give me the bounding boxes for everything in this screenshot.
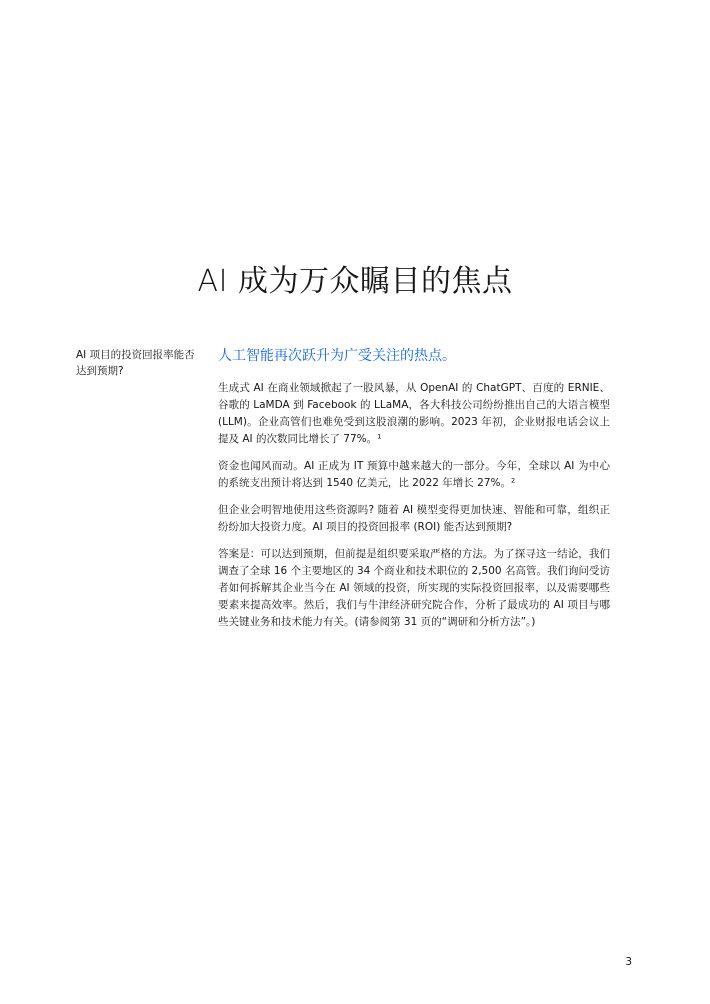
paragraph-2: 资金也闻风而动。AI 正成为 IT 预算中越来越大的一部分。今年，全球以 AI 为中心的系统支出预计将达到 1540 亿美元，比 2022 年增长 27%。² [218,460,610,489]
page-number: 3 [625,956,632,968]
lead-heading: 人工智能再次跃升为广受关注的热点。 [218,348,456,364]
sidebar-question: AI 项目的投资回报率能否达到预期? [76,349,195,377]
page-title: AI 成为万众瞩目的焦点 [197,264,513,300]
paragraph-3: 但企业会明智地使用这些资源吗? 随着 AI 模型变得更加快速、智能和可靠，组织正纷纷加大投资力度。AI 项目的投资回报率 (ROI) 能否达到预期? [218,504,610,533]
paragraph-4: 答案是：可以达到预期，但前提是组织要采取严格的方法。为了探寻这一结论，我们调查了全球 16 个主要地区的 34 个商业和技术职位的 2,500 名高管。我们询问受访者如何拆解其企业当今在 AI 领域的投资，所实现的实际投资回报率，以及需要哪些要素来提高效率。然后，我们与牛津经济研究院合作，分析了最成功的 AI 项目与哪些关键业务和技术能力有关。(请参阅第 31 页的“调研和分析方法”。) [218,548,610,628]
paragraph-1: 生成式 AI 在商业领域掀起了一股风暴，从 OpenAI 的 ChatGPT、百度的 ERNIE、谷歌的 LaMDA 到 Facebook 的 LLaMA，各大科技公司纷纷推出自己的大语言模型 (LLM)。企业高管们也难免受到这股浪潮的影响。2023 年初，企业财报电话会议上提及 AI 的次数同比增长了 77%。¹ [218,382,610,445]
main-content [218,346,610,641]
